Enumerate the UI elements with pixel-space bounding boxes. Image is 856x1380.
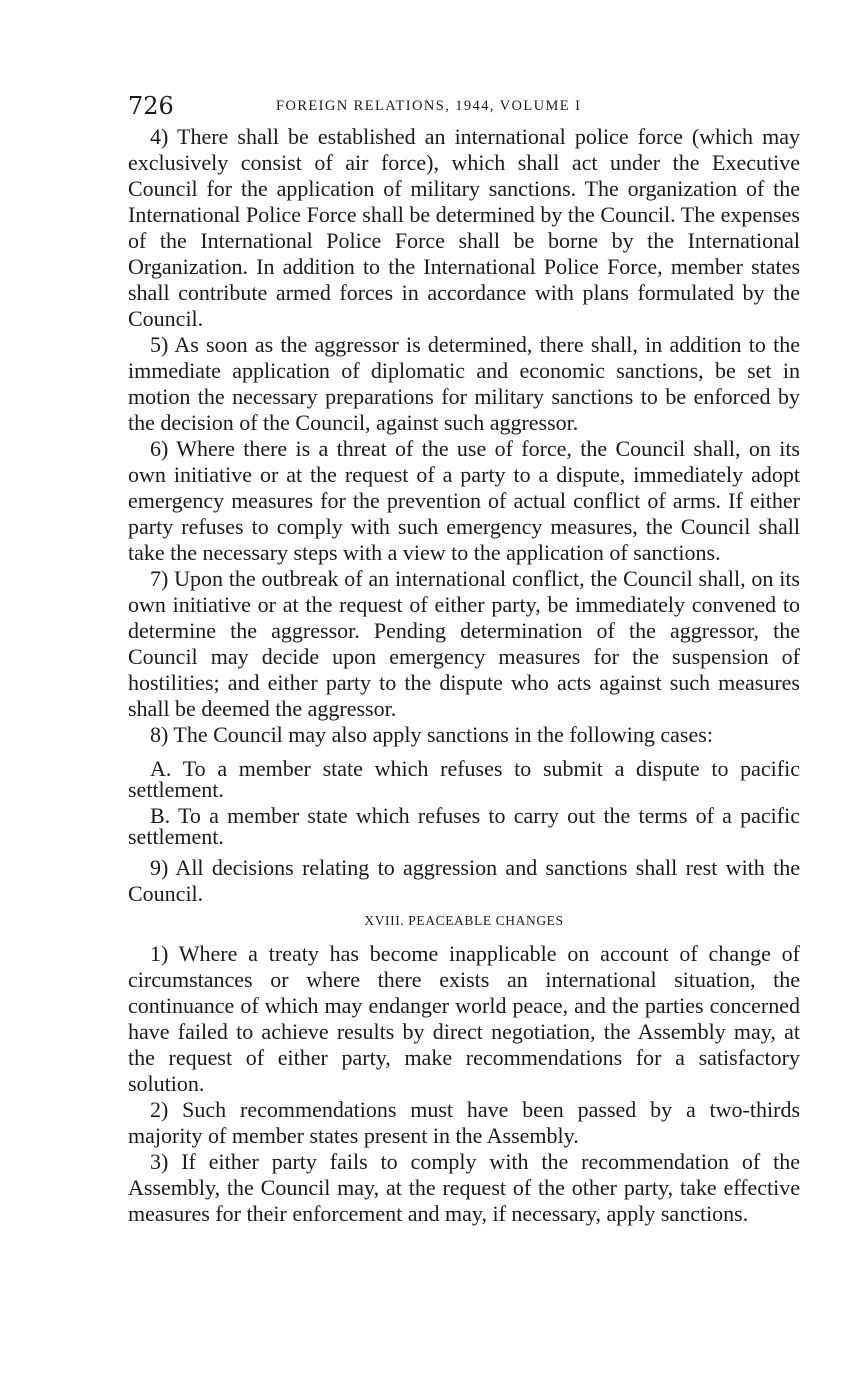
sanction-cases-list — [128, 758, 800, 847]
running-head — [128, 88, 800, 124]
page-number: 726 — [128, 92, 174, 120]
peaceable-changes-paragraph-2: 2) Such recommendations must have been passed by a two-thirds majority of member states present in the Assembly. — [128, 1097, 800, 1148]
paragraph-9: 9) All decisions relating to aggression and sanctions shall rest with the Council. — [128, 855, 800, 906]
paragraph-5: 5) As soon as the aggressor is determined, there shall, in addition to the immediate application of diplomatic and economic sanctions, be set in motion the necessary preparations for military sanctions to be enforced by the decision of the Council, against such aggressor. — [128, 332, 800, 435]
sanction-case-a: A. To a member state which refuses to submit a dispute to pacific settlement. — [128, 756, 800, 802]
paragraph-8: 8) The Council may also apply sanctions in the following cases: — [150, 722, 713, 747]
document-page — [128, 88, 800, 1227]
peaceable-changes-paragraph-1: 1) Where a treaty has become inapplicable on account of change of circumstances or where there exists an international situation, the continuance of which may endanger world peace, and the parties concerned have failed to achieve results by direct negotiation, the Assembly may, at the request of either party, make recommendations for a satisfactory solution. — [128, 941, 800, 1096]
peaceable-changes-paragraph-3: 3) If either party fails to comply with the recommendation of the Assembly, the Council may, at the request of the other party, take effective measures for their enforcement and may, if necessary, apply sanctions. — [128, 1149, 800, 1226]
sanction-case-b: B. To a member state which refuses to carry out the terms of a pacific settlement. — [128, 803, 800, 849]
running-title: FOREIGN RELATIONS, 1944, VOLUME I — [276, 98, 582, 114]
section-heading: XVIII. PEACEABLE CHANGES — [364, 913, 564, 928]
paragraph-6: 6) Where there is a threat of the use of force, the Council shall, on its own initiative or at the request of a party to a dispute, immediately adopt emergency measures for the prevention of actual conflict of arms. If either party refuses to comply with such emergency measures, the Council shall take the necessary steps with a view to the application of sanctions. — [128, 436, 800, 565]
paragraph-4: 4) There shall be established an international police force (which may exclusively consist of air force), which shall act under the Executive Council for the application of military sanctions. The organization of the International Police Force shall be determined by the Council. The expenses of the International Police Force shall be borne by the International Organization. In addition to the International Police Force, member states shall contribute armed forces in accordance with plans formulated by the Council. — [128, 124, 800, 331]
paragraph-7: 7) Upon the outbreak of an international conflict, the Council shall, on its own initiative or at the request of either party, be immediately convened to determine the aggressor. Pending determination of the aggressor, the Council may decide upon emergency measures for the suspension of hostilities; and either party to the dispute who acts against such measures shall be deemed the aggressor. — [128, 566, 800, 721]
